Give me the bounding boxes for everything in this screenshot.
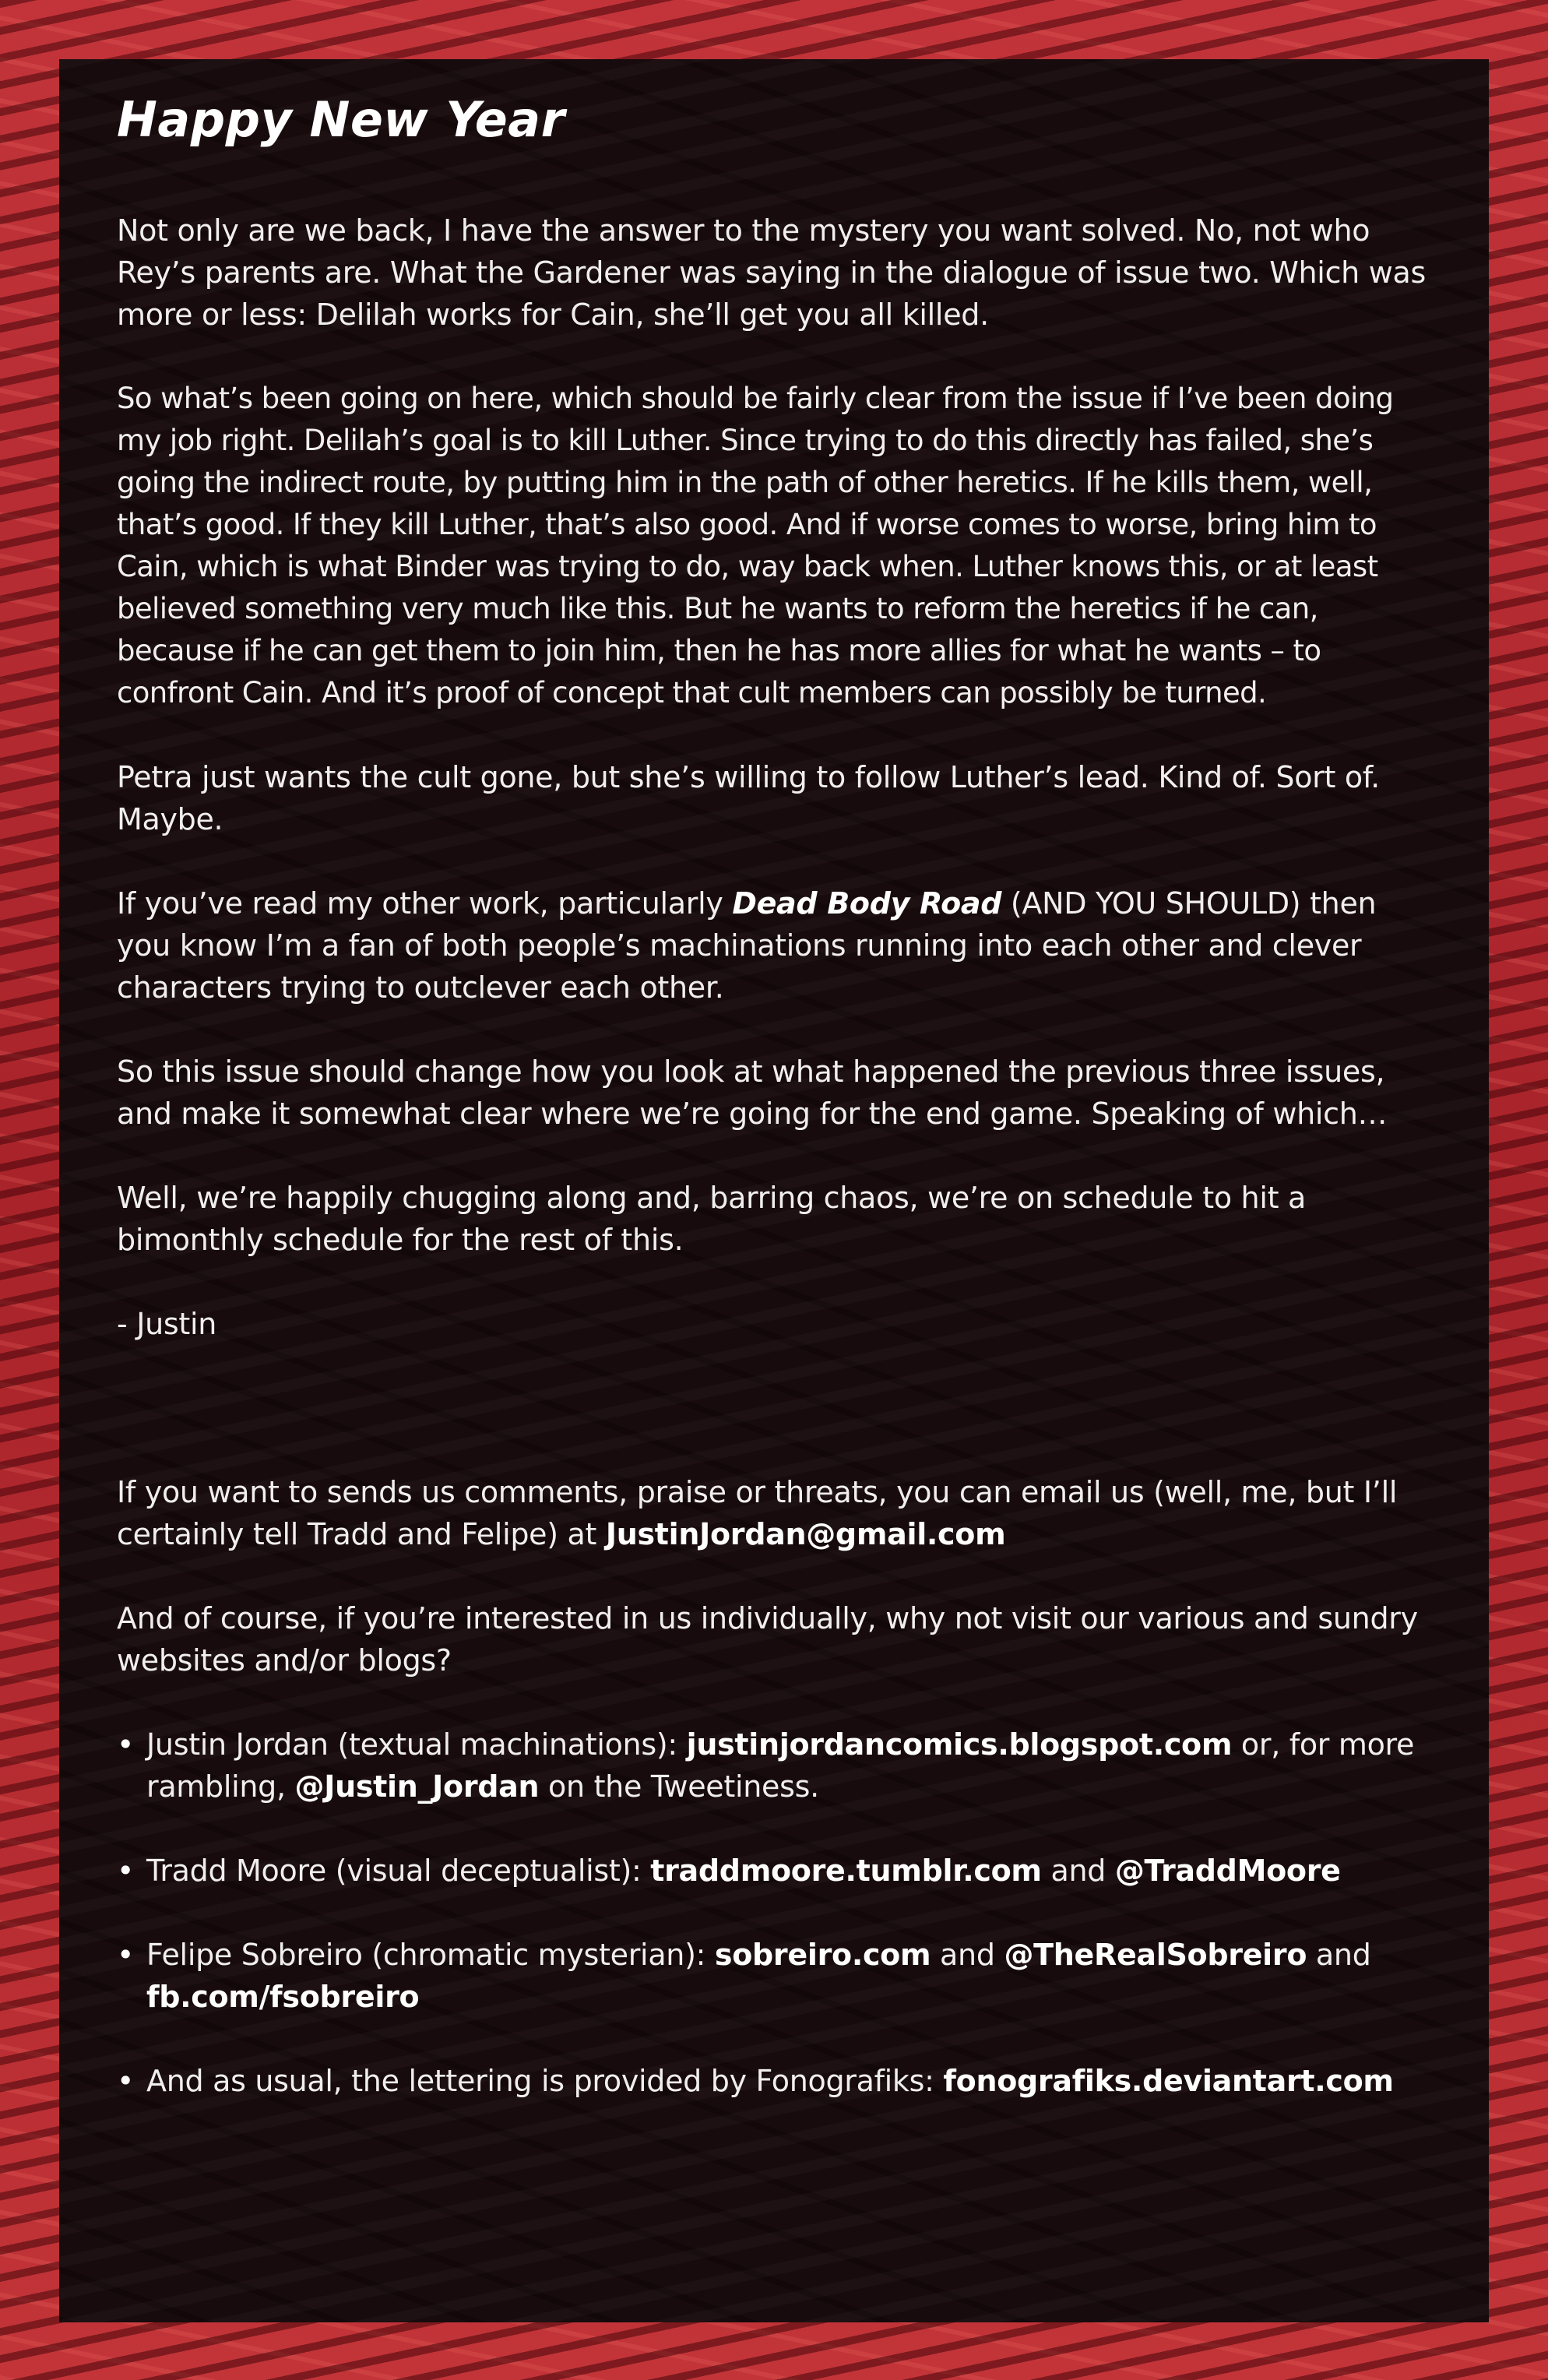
contact-email: JustinJordan@gmail.com: [605, 1516, 1006, 1551]
letter-column-panel: [59, 59, 1489, 2322]
tradd-role-text: Tradd Moore (visual deceptualist):: [146, 1853, 651, 1888]
bullet-icon: •: [117, 1937, 135, 1972]
book-title-dead-body-road: Dead Body Road: [732, 885, 1002, 921]
bullet-icon: •: [117, 1853, 135, 1888]
paragraph-other-work-text-2: (AND YOU SHOULD) then you know I’m a fan of both people’s machinations running into each other and clever characters trying to outclever each other.: [117, 885, 1377, 1005]
paragraph-contact: [117, 1471, 1431, 1555]
felipe-twitter-handle: @TheRealSobreiro: [1004, 1937, 1307, 1972]
felipe-site-url: sobreiro.com: [714, 1937, 931, 1972]
bullet-icon: •: [117, 2063, 135, 2098]
paragraph-petra: Petra just wants the cult gone, but she’s willing to follow Luther’s lead. Kind of. Sort of. Maybe.: [117, 759, 1380, 836]
paragraph-this-issue: So this issue should change how you look at what happened the previous three issues, and make it somewhat clear where we’re going for the end game. Speaking of which…: [117, 1054, 1388, 1131]
justin-twitter-handle: @Justin_Jordan: [294, 1769, 540, 1804]
creator-links-list: [117, 1723, 1431, 2102]
fonografiks-url: fonografiks.deviantart.com: [943, 2063, 1394, 2098]
list-item-fonografiks: [117, 2060, 1431, 2102]
paragraph-other-work-text-1: If you’ve read my other work, particularly: [117, 885, 733, 921]
paragraph-websites-intro: And of course, if you’re interested in us individually, why not visit our various and sundry websites and/or blogs?: [117, 1600, 1418, 1678]
bullet-icon: •: [117, 1727, 135, 1762]
paragraph-delilah-plan: So what’s been going on here, which should be fairly clear from the issue if I’ve been doing my job right. Delilah’s goal is to kill Luther. Since trying to do this directly has failed, she’s going the indirect route, by putting him in the path of other heretics. If he kills them, well, that’s good. If they kill Luther, that’s also good. And if worse comes to worse, bring him to Cain, which is what Binder was trying to do, way back when. Luther knows this, or at least believed something very much like this. But he wants to reform the heretics if he can, because if he can get them to join him, then he has more allies for what he wants – to confront Cain. And it’s proof of concept that cult members can possibly be turned.: [117, 381, 1394, 709]
felipe-facebook-url: fb.com/fsobreiro: [146, 1979, 420, 2014]
tradd-middle-text: and: [1041, 1853, 1115, 1888]
page-title: Happy New Year: [117, 91, 565, 148]
fonografiks-text: And as usual, the lettering is provided by Fonografiks:: [146, 2063, 944, 2098]
paragraph-contact-text: If you want to sends us comments, praise or threats, you can email us (well, me, but I’ll certainly tell Tradd and Felipe) at: [117, 1474, 1398, 1551]
justin-middle-text: or, for more rambling,: [146, 1727, 1415, 1804]
signoff: - Justin: [117, 1306, 217, 1341]
tradd-twitter-handle: @TraddMoore: [1114, 1853, 1341, 1888]
justin-after-text: on the Tweetiness.: [539, 1769, 819, 1804]
paragraph-schedule: Well, we’re happily chugging along and, barring chaos, we’re on schedule to hit a bimonthly schedule for the rest of this.: [117, 1180, 1306, 1257]
felipe-middle-text-2: and: [1307, 1937, 1371, 1972]
justin-blog-url: justinjordancomics.blogspot.com: [686, 1727, 1233, 1762]
tradd-tumblr-url: traddmoore.tumblr.com: [650, 1853, 1042, 1888]
letter-body: [117, 209, 1431, 2102]
felipe-middle-text: and: [931, 1937, 1004, 1972]
list-item-felipe-sobreiro: [117, 1934, 1431, 2018]
justin-role-text: Justin Jordan (textual machinations):: [146, 1727, 687, 1762]
list-item-tradd-moore: [117, 1850, 1431, 1892]
list-item-justin-jordan: [117, 1723, 1431, 1808]
felipe-role-text: Felipe Sobreiro (chromatic mysterian):: [146, 1937, 715, 1972]
paragraph-mystery: Not only are we back, I have the answer to the mystery you want solved. No, not who Rey’s parents are. What the Gardener was saying in the dialogue of issue two. Which was more or less: Delilah works for Cain, she’ll get you all killed.: [117, 213, 1426, 332]
paragraph-other-work: [117, 882, 1431, 1009]
